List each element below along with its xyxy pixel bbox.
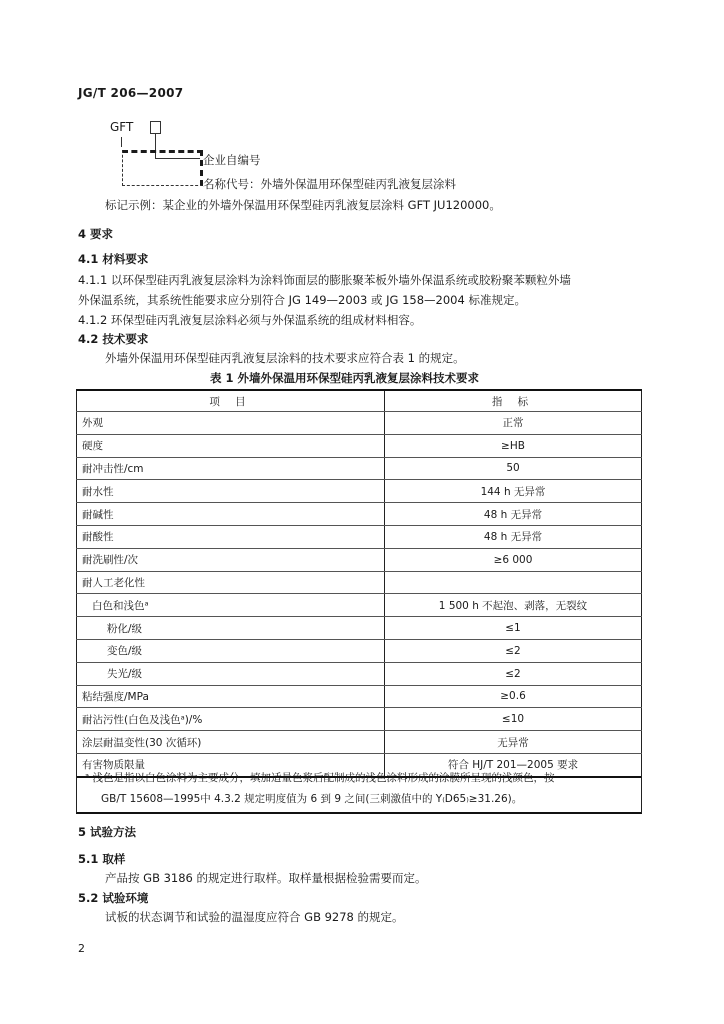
value-cell: ≥HB <box>385 434 642 457</box>
section-4-1-heading: 4.1 材料要求 <box>78 252 149 266</box>
footnote-line1: ᵃ 浅色是指以白色涂料为主要成分，填加适量色浆后配制成的浅色涂料形成的涂膜所呈现的浅颜色，按 <box>85 772 555 784</box>
table-row <box>77 503 642 526</box>
enterprise-number-label: 企业自编号 <box>203 153 261 167</box>
name-code-label: 名称代号：外墙外保温用环保型硅丙乳液复层涂料 <box>203 177 456 191</box>
item-cell: 耐碱性 <box>77 503 385 526</box>
footnote-line2: GB/T 15608—1995中 4.3.2 规定明度值为 6 到 9 之间(三刺激值中的 Y₍D65₎≥31.26)。 <box>101 793 523 805</box>
item-cell: 粘结强度/MPa <box>77 685 385 708</box>
column-header-item: 项 目 <box>77 390 385 412</box>
section-4-1-2: 4.1.2 环保型硅丙乳液复层涂料必须与外保温系统的组成材料相容。 <box>78 313 422 327</box>
value-cell: ≤1 <box>385 617 642 640</box>
table-footnote <box>76 760 642 814</box>
value-cell: 144 h 无异常 <box>385 480 642 503</box>
table-row <box>77 617 642 640</box>
section-4-heading: 4 要求 <box>78 227 114 241</box>
item-cell: 耐人工老化性 <box>77 571 385 594</box>
page-number: 2 <box>78 942 85 955</box>
table-row <box>77 594 642 617</box>
marking-example: 标记示例：某企业的外墙外保温用环保型硅丙乳液复层涂料 GFT JU120000。 <box>105 198 501 212</box>
value-cell: 无异常 <box>385 731 642 754</box>
table-row <box>77 434 642 457</box>
table-row <box>77 662 642 685</box>
section-5-2-heading: 5.2 试验环境 <box>78 891 149 905</box>
value-cell <box>385 571 642 594</box>
item-cell: 耐酸性 <box>77 525 385 548</box>
value-cell: ≥6 000 <box>385 548 642 571</box>
table-row <box>77 639 642 662</box>
section-5-1-text: 产品按 GB 3186 的规定进行取样。取样量根据检验需要而定。 <box>105 871 427 885</box>
table-row <box>77 685 642 708</box>
item-cell: 硬度 <box>77 434 385 457</box>
item-cell: 耐水性 <box>77 480 385 503</box>
value-cell: ≤10 <box>385 708 642 731</box>
column-header-value: 指 标 <box>385 390 642 412</box>
value-cell: ≥0.6 <box>385 685 642 708</box>
value-cell: ≤2 <box>385 662 642 685</box>
table-row <box>77 571 642 594</box>
code-box <box>150 121 161 134</box>
table-row <box>77 480 642 503</box>
item-cell: 变色/级 <box>77 639 385 662</box>
item-cell: 耐洗刷性/次 <box>77 548 385 571</box>
table-row <box>77 525 642 548</box>
table-header-row <box>77 390 642 412</box>
table-row <box>77 412 642 435</box>
section-5-2-text: 试板的状态调节和试验的温湿度应符合 GB 9278 的规定。 <box>105 910 404 924</box>
section-4-1-1-line1: 4.1.1 以环保型硅丙乳液复层涂料为涂料饰面层的膨胀聚苯板外墙外保温系统或胶粉聚苯颗粒外墙 <box>78 273 571 287</box>
section-5-heading: 5 试验方法 <box>78 825 137 839</box>
item-cell: 耐沾污性(白色及浅色ᵃ)/% <box>77 708 385 731</box>
value-cell: 48 h 无异常 <box>385 503 642 526</box>
product-code: GFT <box>110 120 134 134</box>
table-row <box>77 731 642 754</box>
table-row <box>77 548 642 571</box>
item-cell: 失光/级 <box>77 662 385 685</box>
item-cell: 外观 <box>77 412 385 435</box>
value-cell: 符合 HJ/T 201—2005 要求 <box>385 753 642 776</box>
section-4-1-1-line2: 外保温系统，其系统性能要求应分别符合 JG 149—2003 或 JG 158—2004 标准规定。 <box>78 293 526 307</box>
code-tick <box>121 137 122 147</box>
table-row <box>77 708 642 731</box>
value-cell: 1 500 h 不起泡、剥落，无裂纹 <box>385 594 642 617</box>
name-code-bracket <box>122 150 203 186</box>
item-cell: 白色和浅色ᵃ <box>77 594 385 617</box>
item-cell: 有害物质限量 <box>77 753 385 776</box>
standard-number: JG/T 206—2007 <box>78 86 184 100</box>
value-cell: ≤2 <box>385 639 642 662</box>
value-cell: 50 <box>385 457 642 480</box>
table-caption: 表 1 外墙外保温用环保型硅丙乳液复层涂料技术要求 <box>210 371 480 385</box>
item-cell: 涂层耐温变性(30 次循环) <box>77 731 385 754</box>
section-5-1-heading: 5.1 取样 <box>78 852 126 866</box>
table-row <box>77 457 642 480</box>
section-4-2-heading: 4.2 技术要求 <box>78 332 149 346</box>
item-cell: 耐冲击性/cm <box>77 457 385 480</box>
section-4-2-text: 外墙外保温用环保型硅丙乳液复层涂料的技术要求应符合表 1 的规定。 <box>105 351 465 365</box>
item-cell: 粉化/级 <box>77 617 385 640</box>
requirements-table <box>76 389 642 778</box>
value-cell: 正常 <box>385 412 642 435</box>
value-cell: 48 h 无异常 <box>385 525 642 548</box>
